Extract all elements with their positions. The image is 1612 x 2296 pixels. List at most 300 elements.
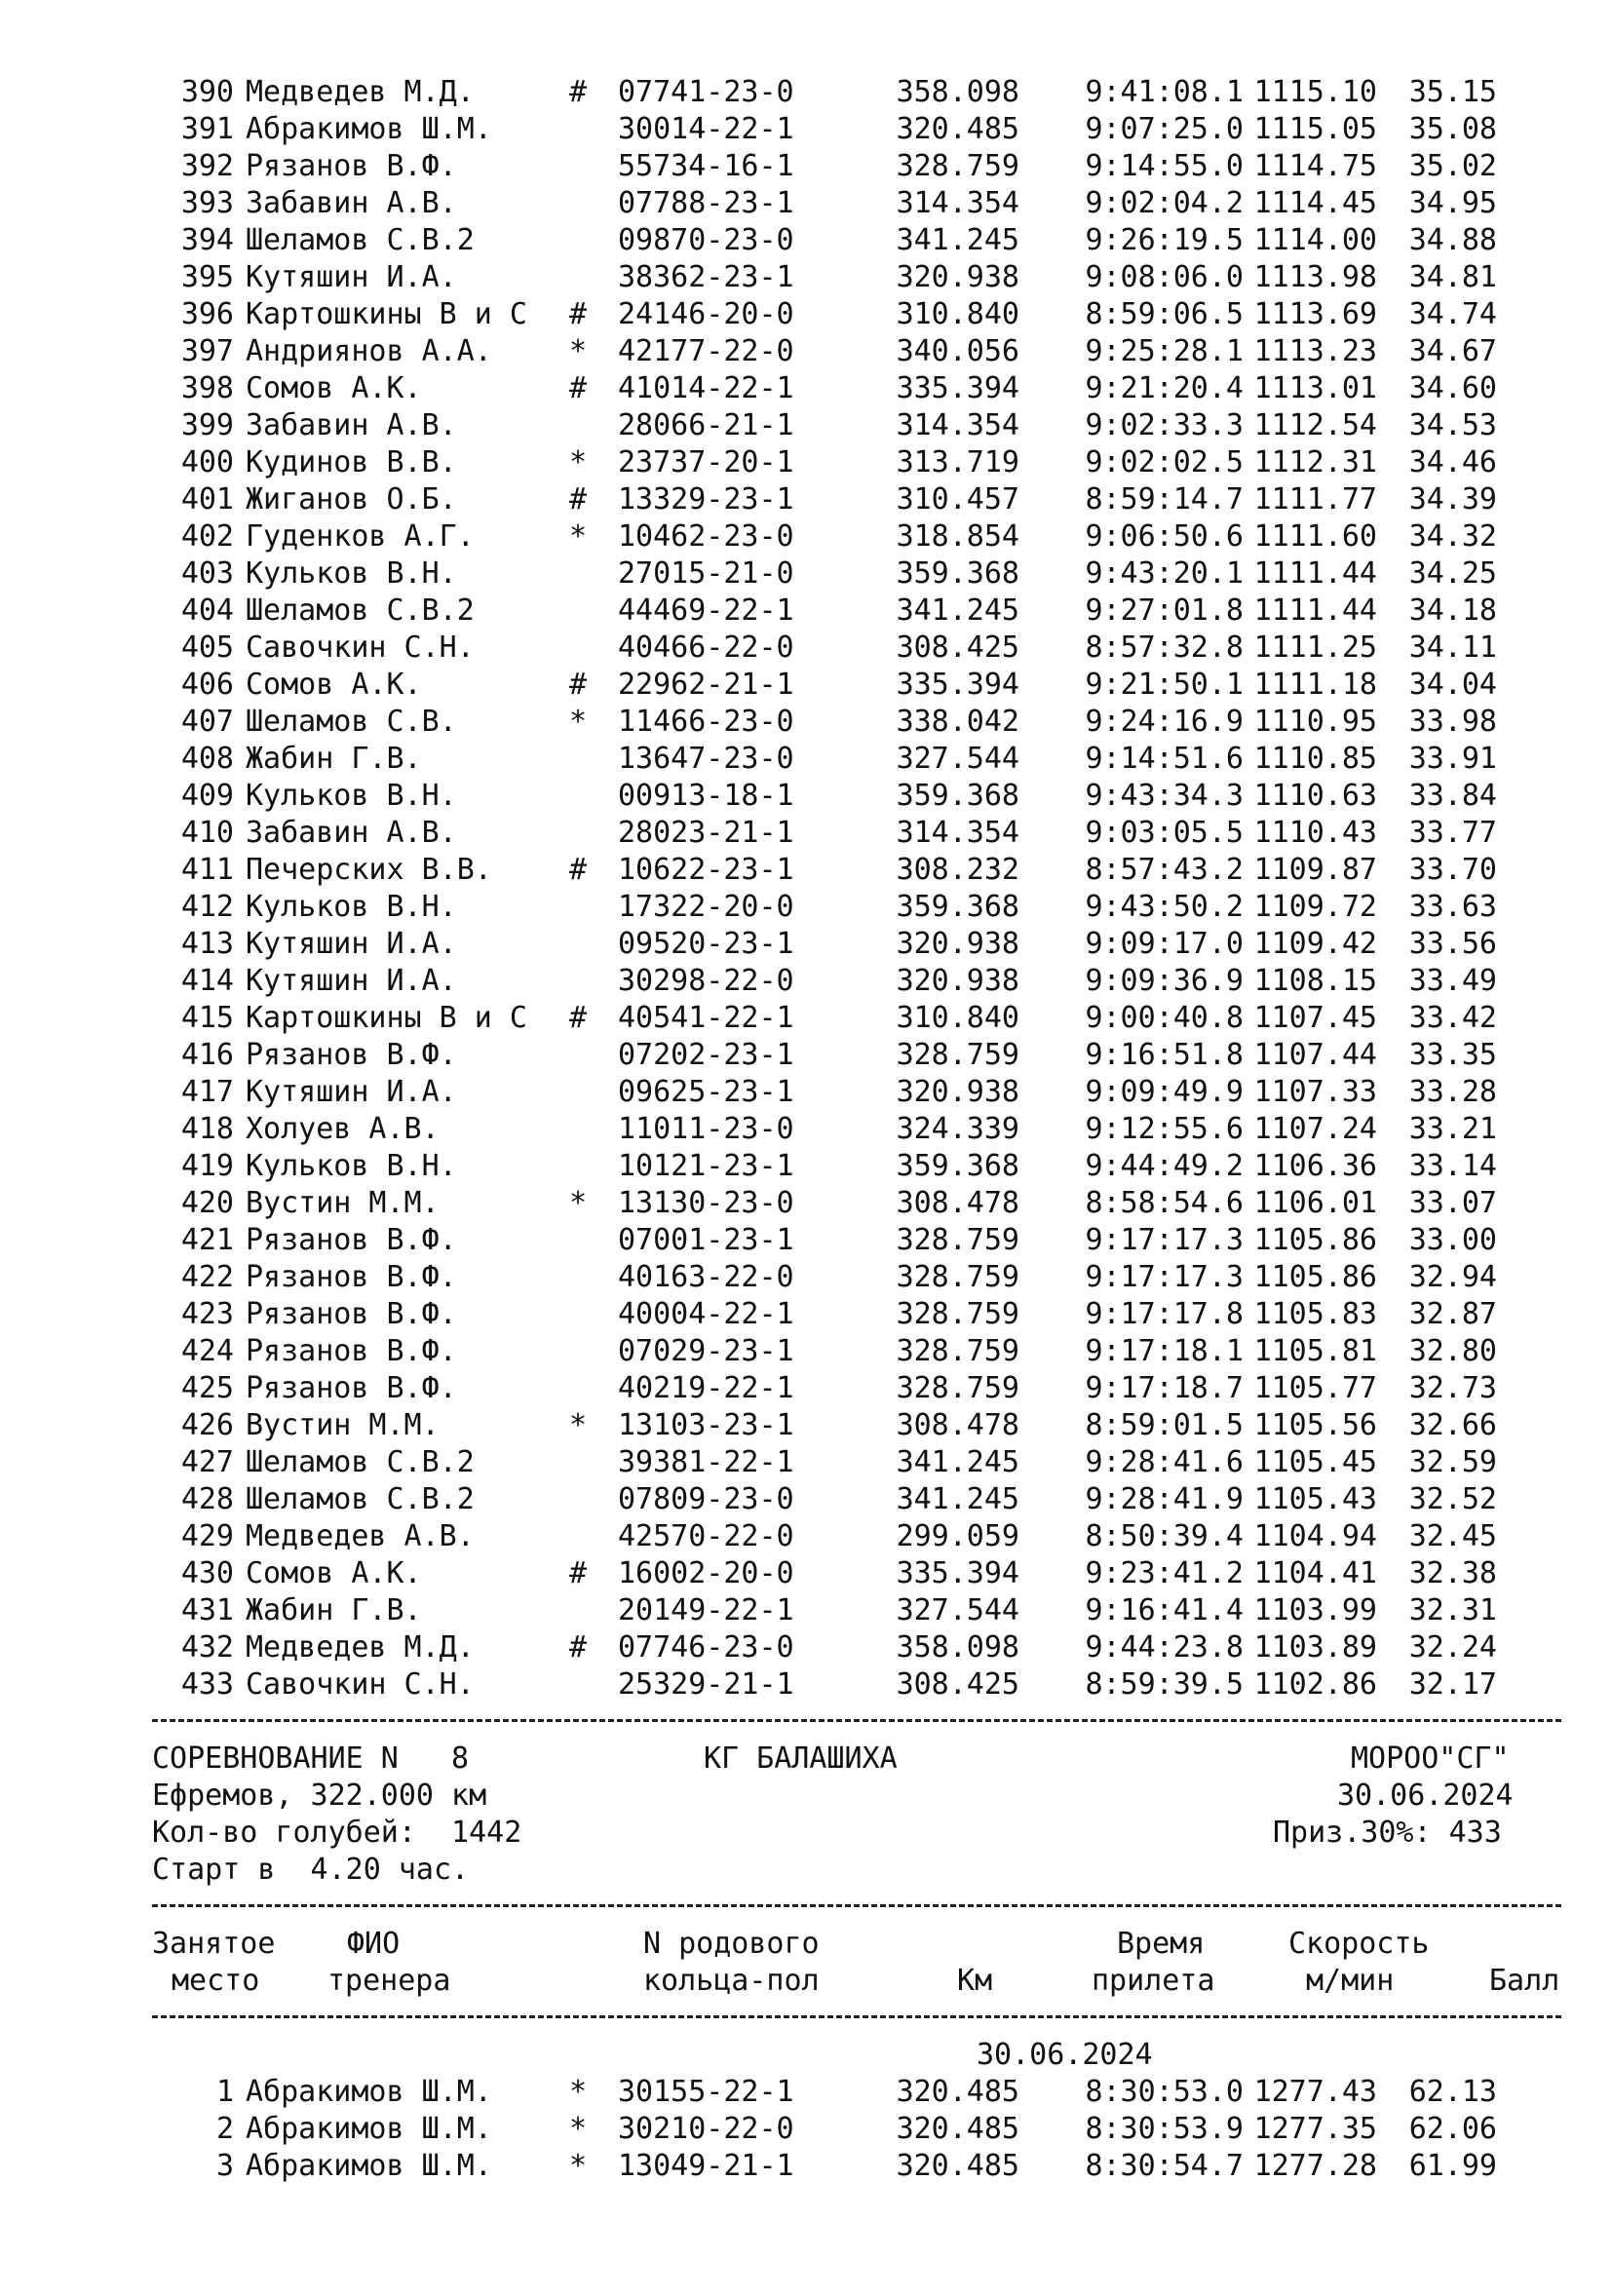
- distance-km: 299.059: [896, 1519, 1019, 1553]
- place-cell: 431: [180, 1593, 234, 1627]
- mark-symbol: *: [569, 1186, 588, 1220]
- speed-value: 1105.86: [1253, 1260, 1377, 1294]
- arrival-time: 9:27:01.8: [1085, 593, 1244, 628]
- distance-km: 341.245: [896, 1482, 1019, 1516]
- mark-symbol: #: [569, 1001, 588, 1035]
- table-row: [152, 2148, 1497, 2185]
- mark-symbol: #: [569, 668, 588, 702]
- speed-value: 1111.44: [1253, 593, 1377, 628]
- trainer-name: Рязанов В.Ф.: [246, 1334, 457, 1368]
- table-row: [152, 852, 1497, 889]
- arrival-time: 9:16:41.4: [1085, 1593, 1244, 1627]
- table-row: [152, 630, 1497, 667]
- table-row: [152, 1518, 1497, 1555]
- trainer-name: Кудинов В.В.: [246, 445, 457, 479]
- ring-number: 09520-23-1: [618, 927, 794, 961]
- trainer-name: Шеламов С.В.2: [246, 1482, 475, 1516]
- mark-symbol: #: [569, 1556, 588, 1590]
- speed-value: 1109.72: [1253, 890, 1377, 924]
- trainer-name: Рязанов В.Ф.: [246, 1297, 457, 1331]
- speed-value: 1107.44: [1253, 1038, 1377, 1072]
- points-value: 32.31: [1408, 1593, 1497, 1627]
- trainer-name: Абракимов Ш.М.: [246, 2075, 492, 2109]
- trainer-name: Рязанов В.Ф.: [246, 1038, 457, 1072]
- distance-km: 335.394: [896, 668, 1019, 702]
- table-row: [152, 963, 1497, 1000]
- table-row: [152, 2074, 1497, 2111]
- header-name-2: тренера: [327, 1964, 451, 1998]
- points-value: 35.15: [1408, 75, 1497, 109]
- ring-number: 30210-22-0: [618, 2112, 794, 2146]
- distance-km: 335.394: [896, 1556, 1019, 1590]
- points-value: 33.14: [1408, 1149, 1497, 1183]
- ring-number: 40466-22-0: [618, 631, 794, 665]
- arrival-time: 9:09:49.9: [1085, 1075, 1244, 1109]
- distance-km: 320.938: [896, 927, 1019, 961]
- ring-number: 44469-22-1: [618, 593, 794, 628]
- points-value: 33.49: [1408, 964, 1497, 998]
- competition-line-2: [152, 1778, 1514, 1815]
- points-value: 34.25: [1408, 556, 1497, 591]
- table-row: [152, 222, 1497, 259]
- speed-value: 1106.01: [1253, 1186, 1377, 1220]
- table-row: [152, 1185, 1497, 1222]
- trainer-name: Картошкины В и С: [246, 297, 527, 331]
- place-cell: 426: [180, 1408, 234, 1442]
- dashed-divider: [152, 1703, 1497, 1741]
- speed-value: 1105.43: [1253, 1482, 1377, 1516]
- place-cell: 392: [180, 149, 234, 183]
- points-value: 35.08: [1408, 112, 1497, 146]
- distance-km: 341.245: [896, 593, 1019, 628]
- table-row: [152, 333, 1497, 370]
- table-row: [152, 1444, 1497, 1481]
- ring-number: 10462-23-0: [618, 519, 794, 554]
- header-place: Занятое: [152, 1927, 276, 1961]
- table-row: [152, 555, 1497, 593]
- points-value: 34.11: [1408, 631, 1497, 665]
- mark-symbol: *: [569, 445, 588, 479]
- table-row: [152, 926, 1497, 963]
- place-cell: 419: [180, 1149, 234, 1183]
- mark-symbol: *: [569, 1408, 588, 1442]
- ring-number: 09870-23-0: [618, 223, 794, 257]
- mark-symbol: *: [569, 334, 588, 368]
- arrival-time: 9:44:23.8: [1085, 1630, 1244, 1665]
- table-row: [152, 1592, 1497, 1629]
- arrival-time: 9:09:17.0: [1085, 927, 1244, 961]
- arrival-time: 9:02:02.5: [1085, 445, 1244, 479]
- speed-value: 1111.77: [1253, 482, 1377, 517]
- table-row: [152, 815, 1497, 852]
- trainer-name: Шеламов С.В.2: [246, 593, 475, 628]
- ring-number: 30014-22-1: [618, 112, 794, 146]
- start-point: Ефремов, 322.000 км: [152, 1779, 487, 1813]
- arrival-time: 9:25:28.1: [1085, 334, 1244, 368]
- points-value: 33.42: [1408, 1001, 1497, 1035]
- header-name: ФИО: [347, 1927, 401, 1961]
- place-cell: 416: [180, 1038, 234, 1072]
- speed-value: 1110.95: [1253, 705, 1377, 739]
- table-row: [152, 1148, 1497, 1185]
- trainer-name: Кульков В.Н.: [246, 1149, 457, 1183]
- header-time: Время: [1117, 1927, 1206, 1961]
- place-cell: 424: [180, 1334, 234, 1368]
- table-row: [152, 1555, 1497, 1592]
- points-value: 33.28: [1408, 1075, 1497, 1109]
- trainer-name: Кульков В.Н.: [246, 890, 457, 924]
- distance-km: 341.245: [896, 223, 1019, 257]
- competition-line-1: [152, 1741, 1510, 1778]
- header-speed-2: м/мин: [1306, 1964, 1395, 1998]
- distance-km: 308.425: [896, 1667, 1019, 1702]
- competition-title: СОРЕВНОВАНИЕ N 8: [152, 1741, 470, 1776]
- ring-number: 55734-16-1: [618, 149, 794, 183]
- trainer-name: Кульков В.Н.: [246, 779, 457, 813]
- arrival-time: 9:17:17.3: [1085, 1223, 1244, 1257]
- arrival-time: 9:02:33.3: [1085, 408, 1244, 442]
- arrival-time: 9:28:41.9: [1085, 1482, 1244, 1516]
- trainer-name: Кутяшин И.А.: [246, 927, 457, 961]
- start-time: Старт в 4.20 час.: [152, 1853, 470, 1887]
- table-row: [152, 1370, 1497, 1407]
- trainer-name: Андриянов А.А.: [246, 334, 492, 368]
- points-value: 33.98: [1408, 705, 1497, 739]
- table-row: [152, 296, 1497, 333]
- arrival-time: 9:16:51.8: [1085, 1038, 1244, 1072]
- distance-km: 320.938: [896, 1075, 1019, 1109]
- table-row: [152, 444, 1497, 481]
- points-value: 33.84: [1408, 779, 1497, 813]
- speed-value: 1106.36: [1253, 1149, 1377, 1183]
- points-value: 34.81: [1408, 260, 1497, 294]
- distance-km: 359.368: [896, 890, 1019, 924]
- table-row: [152, 481, 1497, 518]
- points-value: 33.56: [1408, 927, 1497, 961]
- trainer-name: Кутяшин И.А.: [246, 964, 457, 998]
- club-name: КГ БАЛАШИХА: [704, 1741, 898, 1776]
- arrival-time: 9:09:36.9: [1085, 964, 1244, 998]
- ring-number: 00913-18-1: [618, 779, 794, 813]
- arrival-time: 9:06:50.6: [1085, 519, 1244, 554]
- place-cell: 398: [180, 371, 234, 405]
- dashed-divider: [152, 1889, 1497, 1926]
- table-row: [152, 1407, 1497, 1444]
- ring-number: 25329-21-1: [618, 1667, 794, 1702]
- trainer-name: Медведев М.Д.: [246, 1630, 475, 1665]
- table-row: [152, 778, 1497, 815]
- header-km: Км: [957, 1964, 993, 1998]
- arrival-time: 8:58:54.6: [1085, 1186, 1244, 1220]
- trainer-name: Савочкин С.Н.: [246, 1667, 475, 1702]
- distance-km: 328.759: [896, 149, 1019, 183]
- competition-date: 30.06.2024: [1337, 1779, 1514, 1813]
- place-cell: 396: [180, 297, 234, 331]
- place-cell: 427: [180, 1445, 234, 1479]
- place-cell: 390: [180, 75, 234, 109]
- ring-number: 41014-22-1: [618, 371, 794, 405]
- points-value: 32.17: [1408, 1667, 1497, 1702]
- speed-value: 1103.99: [1253, 1593, 1377, 1627]
- ring-number: 22962-21-1: [618, 668, 794, 702]
- distance-km: 358.098: [896, 1630, 1019, 1665]
- table-row: [152, 370, 1497, 407]
- place-cell: 407: [180, 705, 234, 739]
- ring-number: 16002-20-0: [618, 1556, 794, 1590]
- arrival-time: 9:43:34.3: [1085, 779, 1244, 813]
- ring-number: 28023-21-1: [618, 816, 794, 850]
- header-speed: Скорость: [1288, 1927, 1430, 1961]
- place-cell: 432: [180, 1630, 234, 1665]
- speed-value: 1111.25: [1253, 631, 1377, 665]
- place-cell: 404: [180, 593, 234, 628]
- distance-km: 359.368: [896, 1149, 1019, 1183]
- place-cell: 399: [180, 408, 234, 442]
- ring-number: 07001-23-1: [618, 1223, 794, 1257]
- ring-number: 07788-23-1: [618, 186, 794, 220]
- ring-number: 40541-22-1: [618, 1001, 794, 1035]
- trainer-name: Жабин Г.В.: [246, 1593, 422, 1627]
- points-value: 34.67: [1408, 334, 1497, 368]
- place-cell: 415: [180, 1001, 234, 1035]
- competition-line-4: [152, 1852, 1497, 1889]
- place-cell: 2: [215, 2112, 234, 2146]
- place-cell: 430: [180, 1556, 234, 1590]
- speed-value: 1109.42: [1253, 927, 1377, 961]
- arrival-time: 9:43:50.2: [1085, 890, 1244, 924]
- results-table: [152, 2074, 1497, 2185]
- pigeon-count: Кол-во голубей: 1442: [152, 1816, 522, 1850]
- trainer-name: Забавин А.В.: [246, 816, 457, 850]
- arrival-time: 9:28:41.6: [1085, 1445, 1244, 1479]
- distance-km: 308.478: [896, 1186, 1019, 1220]
- arrival-time: 8:59:06.5: [1085, 297, 1244, 331]
- ring-number: 07029-23-1: [618, 1334, 794, 1368]
- header-points: Балл: [1489, 1964, 1560, 1998]
- points-value: 34.18: [1408, 593, 1497, 628]
- distance-km: 310.840: [896, 297, 1019, 331]
- column-header-line-1: [152, 1926, 1497, 1963]
- distance-km: 328.759: [896, 1371, 1019, 1405]
- ring-number: 07741-23-0: [618, 75, 794, 109]
- speed-value: 1114.75: [1253, 149, 1377, 183]
- distance-km: 320.938: [896, 260, 1019, 294]
- ring-number: 30155-22-1: [618, 2075, 794, 2109]
- distance-km: 327.544: [896, 1593, 1019, 1627]
- ring-number: 40219-22-1: [618, 1371, 794, 1405]
- speed-value: 1112.31: [1253, 445, 1377, 479]
- distance-km: 324.339: [896, 1112, 1019, 1146]
- arrival-time: 9:17:17.8: [1085, 1297, 1244, 1331]
- trainer-name: Холуев А.В.: [246, 1112, 440, 1146]
- table-row: [152, 889, 1497, 926]
- points-value: 33.70: [1408, 853, 1497, 887]
- ring-number: 09625-23-1: [618, 1075, 794, 1109]
- speed-value: 1105.56: [1253, 1408, 1377, 1442]
- mark-symbol: *: [569, 519, 588, 554]
- arrival-time: 8:57:43.2: [1085, 853, 1244, 887]
- ring-number: 11466-23-0: [618, 705, 794, 739]
- arrival-time: 9:17:17.3: [1085, 1260, 1244, 1294]
- trainer-name: Рязанов В.Ф.: [246, 1371, 457, 1405]
- table-row: [152, 1333, 1497, 1370]
- ring-number: 30298-22-0: [618, 964, 794, 998]
- distance-km: 308.478: [896, 1408, 1019, 1442]
- arrival-time: 8:59:14.7: [1085, 482, 1244, 517]
- arrival-time: 9:17:18.1: [1085, 1334, 1244, 1368]
- header-time-2: прилета: [1092, 1964, 1215, 1998]
- ring-number: 38362-23-1: [618, 260, 794, 294]
- trainer-name: Медведев А.В.: [246, 1519, 475, 1553]
- points-value: 35.02: [1408, 149, 1497, 183]
- speed-value: 1105.83: [1253, 1297, 1377, 1331]
- ring-number: 07809-23-0: [618, 1482, 794, 1516]
- table-row: [152, 1481, 1497, 1518]
- table-row: [152, 185, 1497, 222]
- trainer-name: Сомов А.К.: [246, 1556, 422, 1590]
- prize-count: Приз.30%: 433: [1273, 1816, 1502, 1850]
- speed-value: 1111.60: [1253, 519, 1377, 554]
- distance-km: 314.354: [896, 408, 1019, 442]
- speed-value: 1113.69: [1253, 297, 1377, 331]
- table-row: [152, 259, 1497, 296]
- distance-km: 320.485: [896, 112, 1019, 146]
- trainer-name: Рязанов В.Ф.: [246, 1260, 457, 1294]
- distance-km: 314.354: [896, 186, 1019, 220]
- trainer-name: Жабин Г.В.: [246, 742, 422, 776]
- points-value: 34.32: [1408, 519, 1497, 554]
- place-cell: 412: [180, 890, 234, 924]
- place-cell: 411: [180, 853, 234, 887]
- ring-number: 17322-20-0: [618, 890, 794, 924]
- section-date-row: [152, 2037, 1497, 2074]
- speed-value: 1102.86: [1253, 1667, 1377, 1702]
- distance-km: 310.840: [896, 1001, 1019, 1035]
- distance-km: 359.368: [896, 779, 1019, 813]
- distance-km: 359.368: [896, 556, 1019, 591]
- column-header-line-2: [152, 1963, 1560, 2000]
- points-value: 32.94: [1408, 1260, 1497, 1294]
- distance-km: 314.354: [896, 816, 1019, 850]
- points-value: 32.52: [1408, 1482, 1497, 1516]
- ring-number: 11011-23-0: [618, 1112, 794, 1146]
- table-row: [152, 1000, 1497, 1037]
- speed-value: 1107.33: [1253, 1075, 1377, 1109]
- trainer-name: Вустин М.М.: [246, 1408, 440, 1442]
- points-value: 34.60: [1408, 371, 1497, 405]
- points-value: 34.04: [1408, 668, 1497, 702]
- trainer-name: Сомов А.К.: [246, 371, 422, 405]
- trainer-name: Жиганов О.Б.: [246, 482, 457, 517]
- arrival-time: 9:44:49.2: [1085, 1149, 1244, 1183]
- arrival-time: 9:07:25.0: [1085, 112, 1244, 146]
- distance-km: 338.042: [896, 705, 1019, 739]
- arrival-time: 9:14:51.6: [1085, 742, 1244, 776]
- points-value: 62.13: [1408, 2075, 1497, 2109]
- trainer-name: Шеламов С.В.: [246, 705, 457, 739]
- place-cell: 428: [180, 1482, 234, 1516]
- points-value: 34.74: [1408, 297, 1497, 331]
- arrival-time: 9:21:50.1: [1085, 668, 1244, 702]
- distance-km: 318.854: [896, 519, 1019, 554]
- place-cell: 417: [180, 1075, 234, 1109]
- dashed-divider: [152, 2000, 1497, 2037]
- speed-value: 1115.10: [1253, 75, 1377, 109]
- ring-number: 07202-23-1: [618, 1038, 794, 1072]
- trainer-name: Кутяшин И.А.: [246, 1075, 457, 1109]
- trainer-name: Рязанов В.Ф.: [246, 149, 457, 183]
- trainer-name: Гуденков А.Г.: [246, 519, 475, 554]
- speed-value: 1114.45: [1253, 186, 1377, 220]
- place-cell: 413: [180, 927, 234, 961]
- table-row: [152, 593, 1497, 630]
- points-value: 33.77: [1408, 816, 1497, 850]
- ring-number: 28066-21-1: [618, 408, 794, 442]
- speed-value: 1110.63: [1253, 779, 1377, 813]
- distance-km: 328.759: [896, 1334, 1019, 1368]
- trainer-name: Кульков В.Н.: [246, 556, 457, 591]
- speed-value: 1277.35: [1253, 2112, 1377, 2146]
- points-value: 32.24: [1408, 1630, 1497, 1665]
- place-cell: 410: [180, 816, 234, 850]
- ring-number: 07746-23-0: [618, 1630, 794, 1665]
- section-date: 30.06.2024: [977, 2038, 1153, 2072]
- header-ring: N родового: [643, 1927, 820, 1961]
- distance-km: 335.394: [896, 371, 1019, 405]
- distance-km: 328.759: [896, 1260, 1019, 1294]
- place-cell: 393: [180, 186, 234, 220]
- distance-km: 320.485: [896, 2112, 1019, 2146]
- trainer-name: Вустин М.М.: [246, 1186, 440, 1220]
- arrival-time: 9:26:19.5: [1085, 223, 1244, 257]
- points-value: 34.53: [1408, 408, 1497, 442]
- distance-km: 308.232: [896, 853, 1019, 887]
- ring-number: 42570-22-0: [618, 1519, 794, 1553]
- points-value: 34.39: [1408, 482, 1497, 517]
- mark-symbol: #: [569, 1630, 588, 1665]
- trainer-name: Савочкин С.Н.: [246, 631, 475, 665]
- place-cell: 391: [180, 112, 234, 146]
- speed-value: 1110.85: [1253, 742, 1377, 776]
- arrival-time: 9:00:40.8: [1085, 1001, 1244, 1035]
- speed-value: 1114.00: [1253, 223, 1377, 257]
- arrival-time: 8:30:53.9: [1085, 2112, 1244, 2146]
- results-table-continued: [152, 74, 1497, 1703]
- competition-line-3: [152, 1815, 1502, 1852]
- mark-symbol: #: [569, 371, 588, 405]
- arrival-time: 9:23:41.2: [1085, 1556, 1244, 1590]
- table-row: [152, 1111, 1497, 1148]
- table-row: [152, 704, 1497, 741]
- place-cell: 422: [180, 1260, 234, 1294]
- points-value: 34.95: [1408, 186, 1497, 220]
- trainer-name: Абракимов Ш.М.: [246, 2149, 492, 2183]
- speed-value: 1108.15: [1253, 964, 1377, 998]
- ring-number: 27015-21-0: [618, 556, 794, 591]
- ring-number: 42177-22-0: [618, 334, 794, 368]
- points-value: 32.73: [1408, 1371, 1497, 1405]
- trainer-name: Кутяшин И.А.: [246, 260, 457, 294]
- header-ring-2: кольца-пол: [643, 1964, 820, 1998]
- trainer-name: Забавин А.В.: [246, 408, 457, 442]
- arrival-time: 9:41:08.1: [1085, 75, 1244, 109]
- ring-number: 10121-23-1: [618, 1149, 794, 1183]
- speed-value: 1113.98: [1253, 260, 1377, 294]
- place-cell: 1: [215, 2075, 234, 2109]
- distance-km: 320.485: [896, 2149, 1019, 2183]
- arrival-time: 9:12:55.6: [1085, 1112, 1244, 1146]
- ring-number: 23737-20-1: [618, 445, 794, 479]
